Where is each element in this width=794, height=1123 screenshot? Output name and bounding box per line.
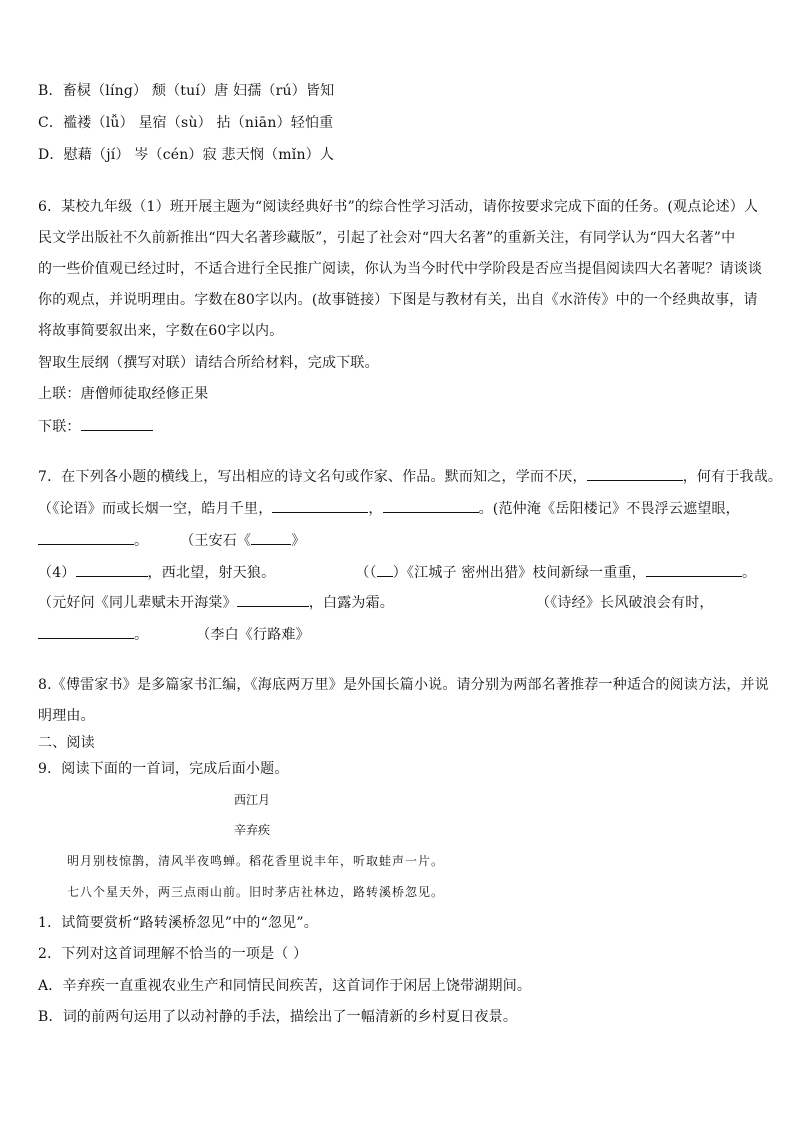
q7-line-2 <box>38 498 740 518</box>
option-d: D．慰藉（jí） 岑（cén）寂 悲天悯（mǐn）人 <box>38 147 335 163</box>
q7-text: ，白露为霜。 <box>308 595 395 611</box>
answer-blank[interactable] <box>81 416 153 431</box>
q7-text: 。(范仲淹《岳阳楼记》不畏浮云遮望眼， <box>478 501 740 517</box>
answer-blank[interactable] <box>38 530 134 545</box>
q6-line-1: 6．某校九年级（1）班开展主题为“阅读经典好书”的综合性学习活动，请你按要求完成下面的任务。(观点论述）人 <box>38 199 759 215</box>
q6-line-5: 将故事简要叙出来，字数在60字以内。 <box>38 323 284 339</box>
q7-text: ）《江城子 密州出猎》枝间新绿一重重， <box>392 565 646 581</box>
q7-text: ，西北望，射天狼。 <box>147 565 276 581</box>
option-c: C．褴褛（lǚ） 星宿（sù） 拈（niān）轻怕重 <box>38 115 334 131</box>
q6-upper-couplet: 上联：唐僧师徒取经修正果 <box>38 386 209 402</box>
q8-line-1: 8.《傅雷家书》是多篇家书汇编，《海底两万里》是外国长篇小说。请分别为两部名著推荐一种适合的阅读方法，并说 <box>38 677 769 693</box>
q9-option-b: B．词的前两句运用了以动衬静的手法，描绘出了一幅清新的乡村夏日夜景。 <box>38 1009 518 1025</box>
answer-blank[interactable] <box>38 624 134 639</box>
lower-label: 下联： <box>38 419 81 435</box>
q7-line-4 <box>38 562 756 582</box>
q7-text: 7．在下列各小题的横线上，写出相应的诗文名句或作家、作品。默而知之，学而不厌， <box>38 469 587 485</box>
q7-text: （（ <box>355 565 377 581</box>
answer-blank[interactable] <box>251 530 291 545</box>
poem-title: 西江月 <box>234 793 271 807</box>
q7-text: （元好问《同儿辈赋未开海棠》 <box>38 595 237 611</box>
q8-line-2: 明理由。 <box>38 708 95 724</box>
q6-sub-couplet: 智取生辰纲（撰写对联）请结合所给材料，完成下联。 <box>38 355 379 371</box>
q7-text: （李白《行路难》 <box>196 627 310 643</box>
answer-blank[interactable] <box>272 498 368 513</box>
poem-line-1: 明月别枝惊鹊，清风半夜鸣蝉。稻花香里说丰年，听取蛙声一片。 <box>67 854 445 868</box>
answer-blank[interactable] <box>646 562 742 577</box>
q7-text: 》 <box>291 533 306 549</box>
q6-lower-couplet <box>38 416 153 436</box>
answer-blank[interactable] <box>377 562 393 577</box>
q7-text: 。 <box>134 627 149 643</box>
poem-author: 辛弃疾 <box>234 823 271 837</box>
poem-line-2: 七八个星天外，两三点雨山前。旧时茅店社林边，路转溪桥忽见。 <box>67 885 445 899</box>
q7-text: ，何有于我哉。 <box>682 469 783 485</box>
q6-line-3: 的一些价值观已经过时，不适合进行全民推广阅读，你认为当今时代中学阶段是否应当提倡阅读四大名著呢？请谈谈 <box>38 261 763 277</box>
answer-blank[interactable] <box>383 498 479 513</box>
q7-text: （4） <box>38 565 76 581</box>
q7-line-1 <box>38 466 782 486</box>
section-heading: 二、阅读 <box>38 735 95 751</box>
answer-blank[interactable] <box>76 562 148 577</box>
q7-text: （《诗经》长风破浪会有时， <box>536 595 714 611</box>
q7-line-6 <box>38 624 310 644</box>
q7-text: 。 <box>134 533 149 549</box>
q7-text: （《论语》而或长烟一空，皓月千里， <box>38 501 273 517</box>
option-b: B．畜棂（líng） 颓（tuí）唐 妇孺（rú）皆知 <box>38 83 335 99</box>
q6-line-2: 民文学出版社不久前新推出“四大名著珍藏版”，引起了社会对“四大名著”的重新关注，有同学认为“四大名著”中 <box>38 230 736 246</box>
q7-text: 。 <box>741 565 757 581</box>
q7-line-3 <box>38 530 305 550</box>
q7-line-5 <box>38 592 714 612</box>
q9-option-a: A．辛弃疾一直重视农业生产和同情民间疾苦，这首词作于闲居上饶带湖期间。 <box>38 978 532 994</box>
q7-text: （王安石《 <box>180 533 252 549</box>
q6-line-4: 你的观点，并说明理由。字数在80字以内。(故事链接）下图是与教材有关，出自《水浒传》中的一个经典故事，请 <box>38 292 758 308</box>
q9-intro: 9．阅读下面的一首词，完成后面小题。 <box>38 761 289 777</box>
answer-blank[interactable] <box>587 466 683 481</box>
q9-sub-2: 2．下列对这首词理解不恰当的一项是（ ） <box>38 946 308 962</box>
q7-text: ， <box>368 501 383 517</box>
q9-sub-1: 1．试简要赏析“路转溪桥忽见”中的“忽见”。 <box>38 915 318 931</box>
answer-blank[interactable] <box>237 592 309 607</box>
